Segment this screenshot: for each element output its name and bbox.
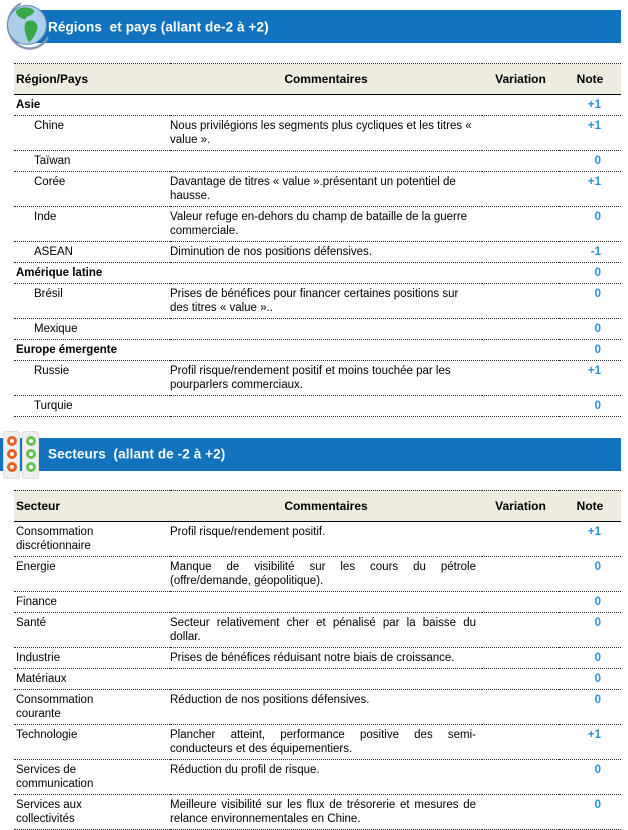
- row-label: Services de communication: [16, 763, 94, 790]
- row-note: 0: [594, 693, 601, 706]
- row-label: Technologie: [16, 728, 78, 741]
- row-variation: [482, 115, 559, 150]
- table-row: [14, 206, 621, 241]
- table-row: [14, 115, 621, 150]
- row-variation: [482, 668, 559, 689]
- table-row: [14, 283, 621, 318]
- col-header-region-pays: Région/Pays: [14, 64, 170, 95]
- row-note: 0: [594, 322, 601, 335]
- orange-dot: [7, 449, 17, 459]
- table-row: [14, 668, 621, 689]
- col-header-secteur: Secteur: [14, 490, 170, 521]
- row-label: Russie: [34, 364, 70, 377]
- row-comment: [170, 150, 482, 171]
- row-comment: Prises de bénéfices pour financer certaines positions sur des titres « value »..: [170, 287, 459, 314]
- row-label: Chine: [34, 119, 65, 132]
- row-note: 0: [594, 399, 601, 412]
- row-variation: [482, 395, 559, 416]
- table-row: [14, 689, 621, 724]
- regions-section-title: Régions et pays (allant de-2 à +2): [48, 19, 269, 34]
- row-comment: [170, 318, 482, 339]
- row-variation: [482, 171, 559, 206]
- table-row: [14, 724, 621, 759]
- table-row: [14, 521, 621, 556]
- row-variation: [482, 759, 559, 794]
- row-comment: Davantage de titres « value ».présentant un potentiel de hausse.: [170, 175, 456, 202]
- row-label: Brésil: [34, 287, 63, 300]
- row-label: Europe émergente: [16, 343, 117, 356]
- table-row: [14, 556, 621, 591]
- table-row: [14, 612, 621, 647]
- row-comment: [170, 668, 482, 689]
- table-row: [14, 171, 621, 206]
- row-comment: Meilleure visibilité sur les flux de trésorerie et mesures de relance environnementales en Chine.: [170, 798, 476, 825]
- row-variation: [482, 206, 559, 241]
- row-note: 0: [594, 616, 601, 629]
- secteurs-section-title: Secteurs (allant de -2 à +2): [48, 446, 226, 462]
- row-comment: [170, 395, 482, 416]
- col-header-variation: Variation: [482, 490, 559, 521]
- row-comment: [170, 591, 482, 612]
- row-comment: Plancher atteint, performance positive des semi-conducteurs et des équipementiers.: [170, 728, 476, 755]
- row-variation: [482, 591, 559, 612]
- table-row: [14, 647, 621, 668]
- row-label: Mexique: [34, 322, 78, 335]
- row-note: +1: [587, 728, 601, 741]
- regions-table: [14, 63, 621, 417]
- row-variation: [482, 724, 559, 759]
- secteurs-table: [14, 490, 621, 830]
- regions-header-bar: [14, 10, 621, 43]
- row-label: Corée: [34, 175, 66, 188]
- row-variation: [482, 556, 559, 591]
- row-variation: [482, 794, 559, 829]
- orange-dot: [7, 436, 17, 446]
- globe-icon: [1, 1, 51, 53]
- row-label: Consommation discrétionnaire: [16, 525, 94, 552]
- section-regions: [0, 10, 628, 417]
- table-row: [14, 591, 621, 612]
- row-label: Finance: [16, 595, 57, 608]
- category-row: [14, 262, 621, 283]
- row-variation: [482, 647, 559, 668]
- sectors-dots-icon: [3, 431, 45, 481]
- green-dot: [26, 436, 36, 446]
- table-row: [14, 241, 621, 262]
- row-variation: [482, 689, 559, 724]
- table-row: [14, 395, 621, 416]
- row-variation: [482, 360, 559, 395]
- col-header-note: Note: [559, 490, 621, 521]
- row-comment: Manque de visibilité sur les cours du pétrole (offre/demande, géopolitique).: [170, 560, 476, 587]
- row-variation: [482, 262, 559, 283]
- col-header-variation: Variation: [482, 64, 559, 95]
- category-row: [14, 339, 621, 360]
- row-variation: [482, 283, 559, 318]
- row-comment: Réduction de nos positions défensives.: [170, 693, 370, 706]
- secteurs-header-bar: [14, 438, 621, 471]
- row-note: 0: [594, 343, 601, 356]
- row-note: 0: [594, 210, 601, 223]
- row-comment: Secteur relativement cher et pénalisé par la baisse du dollar.: [170, 616, 476, 643]
- table-row: [14, 318, 621, 339]
- section-secteurs: [0, 438, 628, 830]
- col-header-commentaires: Commentaires: [170, 490, 482, 521]
- row-note: +1: [587, 98, 601, 111]
- row-note: 0: [594, 798, 601, 811]
- secteurs-table-header: [14, 490, 621, 521]
- row-label: Inde: [34, 210, 57, 223]
- row-variation: [482, 241, 559, 262]
- row-comment: Profil risque/rendement positif et moins touchée par les pourparlers commerciaux.: [170, 364, 451, 391]
- row-comment: [170, 94, 482, 115]
- row-note: 0: [594, 154, 601, 167]
- row-note: -1: [590, 245, 601, 258]
- row-variation: [482, 94, 559, 115]
- row-comment: Diminution de nos positions défensives.: [170, 245, 373, 258]
- row-note: +1: [587, 119, 601, 132]
- table-row: [14, 759, 621, 794]
- table-row: [14, 360, 621, 395]
- row-note: 0: [594, 651, 601, 664]
- row-note: 0: [594, 287, 601, 300]
- row-label: Turquie: [34, 399, 73, 412]
- row-note: +1: [587, 175, 601, 188]
- col-header-commentaires: Commentaires: [170, 64, 482, 95]
- row-note: 0: [594, 560, 601, 573]
- row-variation: [482, 318, 559, 339]
- dots-strip-green: [22, 431, 39, 479]
- dots-strip-orange: [3, 431, 20, 479]
- row-label: Consommation courante: [16, 693, 94, 720]
- row-note: 0: [594, 672, 601, 685]
- row-variation: [482, 612, 559, 647]
- row-note: +1: [587, 525, 601, 538]
- row-variation: [482, 150, 559, 171]
- table-row: [14, 150, 621, 171]
- row-label: ASEAN: [34, 245, 73, 258]
- secteurs-table-body: [14, 521, 621, 829]
- row-note: 0: [594, 266, 601, 279]
- row-label: Amérique latine: [16, 266, 103, 279]
- row-note: +1: [587, 364, 601, 377]
- row-label: Asie: [16, 98, 41, 111]
- regions-table-body: [14, 94, 621, 416]
- green-dot: [26, 449, 36, 459]
- row-variation: [482, 521, 559, 556]
- row-label: Santé: [16, 616, 47, 629]
- row-comment: Nous privilégions les segments plus cycliques et les titres « value ».: [170, 119, 472, 146]
- row-label: Energie: [16, 560, 56, 573]
- row-label: Taïwan: [34, 154, 71, 167]
- category-row: [14, 94, 621, 115]
- row-label: Matériaux: [16, 672, 67, 685]
- row-comment: Prises de bénéfices réduisant notre biais de croissance.: [170, 651, 455, 664]
- green-dot: [26, 462, 36, 472]
- row-note: 0: [594, 763, 601, 776]
- row-variation: [482, 339, 559, 360]
- row-comment: Réduction du profil de risque.: [170, 763, 320, 776]
- row-label: Industrie: [16, 651, 61, 664]
- row-comment: [170, 339, 482, 360]
- regions-table-header: [14, 64, 621, 95]
- row-note: 0: [594, 595, 601, 608]
- row-comment: [170, 262, 482, 283]
- row-label: Services aux collectivités: [16, 798, 82, 825]
- row-comment: Profil risque/rendement positif.: [170, 525, 326, 538]
- orange-dot: [7, 462, 17, 472]
- col-header-note: Note: [559, 64, 621, 95]
- row-comment: Valeur refuge en-dehors du champ de bataille de la guerre commerciale.: [170, 210, 468, 237]
- table-row: [14, 794, 621, 829]
